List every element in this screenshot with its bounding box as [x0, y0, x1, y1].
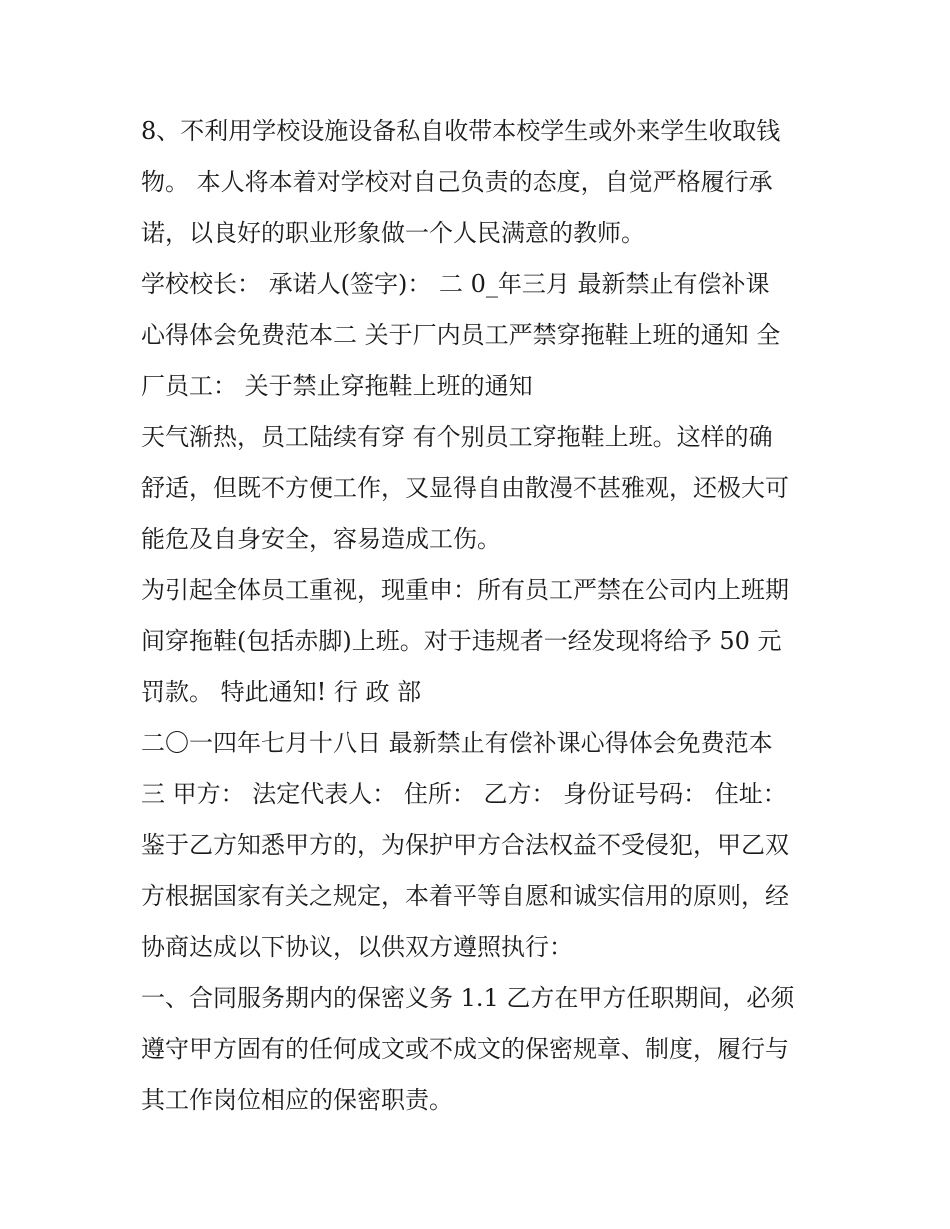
document-body	[141, 106, 831, 1126]
text-line: 二〇一四年七月十八日 最新禁止有偿补课心得体会免费范本	[141, 729, 773, 757]
text-line: 诺，以良好的职业形象做一个人民满意的教师。	[141, 219, 645, 247]
text-line: 能危及自身安全，容易造成工伤。	[141, 525, 501, 553]
text-line: 其工作岗位相应的保密职责。	[141, 1086, 453, 1114]
text-line: 罚款。 特此通知! 行 政 部	[141, 678, 422, 706]
text-line: 心得体会免费范本二 关于厂内员工严禁穿拖鞋上班的通知 全	[141, 321, 781, 349]
text-line: 舒适，但既不方便工作，又显得自由散漫不甚雅观，还极大可	[141, 474, 789, 502]
text-line: 一、合同服务期内的保密义务 1.1 乙方在甲方任职期间，必须	[141, 984, 795, 1012]
text-line: 遵守甲方固有的任何成文或不成文的保密规章、制度，履行与	[141, 1035, 789, 1063]
text-line: 三 甲方： 法定代表人： 住所： 乙方： 身份证号码： 住址：	[141, 780, 787, 808]
text-line: 厂员工： 关于禁止穿拖鞋上班的通知	[141, 372, 533, 400]
text-line: 为引起全体员工重视，现重申：所有员工严禁在公司内上班期	[141, 576, 789, 604]
text-line: 8、不利用学校设施设备私自收带本校学生或外来学生收取钱	[141, 117, 781, 145]
text-line: 方根据国家有关之规定，本着平等自愿和诚实信用的原则，经	[141, 882, 789, 910]
text-line: 天气渐热，员工陆续有穿 有个别员工穿拖鞋上班。这样的确	[141, 423, 773, 451]
text-line: 鉴于乙方知悉甲方的，为保护甲方合法权益不受侵犯，甲乙双	[141, 831, 789, 859]
text-line: 物。 本人将本着对学校对自己负责的态度，自觉严格履行承	[141, 168, 773, 196]
text-line: 协商达成以下协议，以供双方遵照执行：	[141, 933, 573, 961]
text-line: 学校校长： 承诺人(签字)： 二 0_年三月 最新禁止有偿补课	[141, 270, 770, 298]
text-line: 间穿拖鞋(包括赤脚)上班。对于违规者一经发现将给予 50 元	[141, 627, 782, 655]
